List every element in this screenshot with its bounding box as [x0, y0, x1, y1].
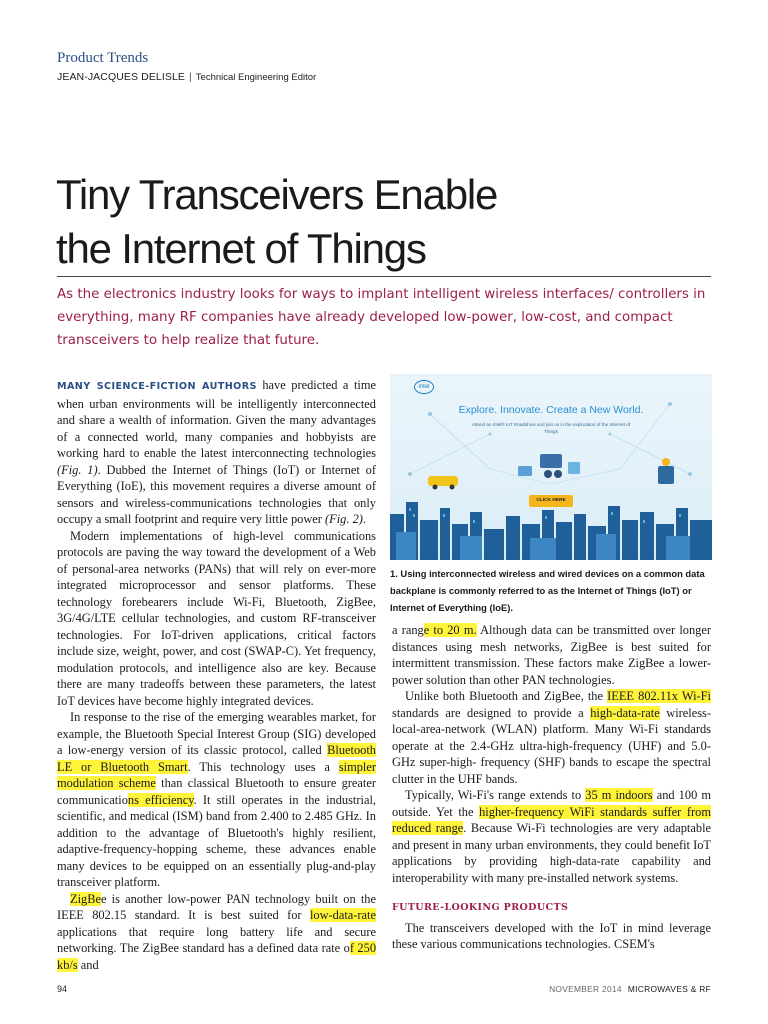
- article-title-line-1: Tiny Transceivers Enable: [56, 171, 498, 218]
- paragraph-6: Unlike both Bluetooth and ZigBee, the IEEE 802.11x Wi-Fi standards are designed to provide a high-data-rate wireless-local-area-network (WLAN) platform. Many Wi-Fi standards operate at the 2.4-GHz ultra-high-frequency (UHF) and 5.0-GHz super-high- frequency (SHF) bands to escape the spectral clutter in the UHF bands.: [392, 689, 712, 786]
- figure-ad-headline: Explore. Innovate. Create a New World.: [458, 404, 644, 416]
- article-deck: As the electronics industry looks for ways to implant intelligent wireless interfaces/ controllers in everything, many RF companies have already developed low-power, low-cost, and compact transceivers to help realize that future.: [57, 287, 706, 348]
- byline: [57, 71, 316, 83]
- paragraph-3: In response to the rise of the emerging wearables market, for example, the Bluetooth Special Interest Group (SIG) developed a low-energy version of its classic protocol, called Bluetooth LE or Bluetooth Smart. This technology uses a simpler modulation scheme than classical Bluetooth to ensure greater communications efficiency. It still operates in the industrial, scientific, and medical (ISM) band from 2.400 to 2.485 GHz. In addition to the advantage of Bluetooth's highly resilient, adaptive-frequency-hopping scheme, these advances enable many devices to be equipped on an essentially plug-and-play transceiver platform.: [57, 710, 376, 889]
- lead-in: MANY SCIENCE-FICTION AUTHORS: [57, 381, 257, 392]
- byline-separator: |: [189, 71, 192, 83]
- author-name: JEAN-JACQUES DELISLE: [57, 71, 186, 83]
- title-divider: [57, 276, 711, 277]
- highlight: high-data-rate: [590, 705, 660, 720]
- intel-logo: intel: [414, 380, 434, 394]
- article-title-line-2: the Internet of Things: [56, 225, 426, 272]
- highlight: 35 m indoors: [585, 788, 653, 802]
- publication-name: MICROWAVES & RF: [627, 984, 711, 994]
- highlight: simpler modulation scheme: [57, 759, 376, 790]
- paragraph-4: ZigBee is another low-power PAN technology built on the IEEE 802.15 standard. It is best suited for low-data-rate applications that require long battery life and secure networking. The ZigBee standard has a defined data rate of 250 kb/s and: [57, 891, 377, 972]
- issue-date: NOVEMBER 2014: [549, 984, 622, 994]
- author-role: Technical Engineering Editor: [195, 72, 317, 83]
- highlight: higher-frequency WiFi standards suffer from reduced range: [392, 804, 711, 835]
- highlight: low-data-rate: [309, 908, 376, 922]
- right-column: [392, 622, 711, 953]
- left-column: [57, 377, 376, 973]
- highlight: Bluetooth LE or Bluetooth Smart: [57, 743, 376, 774]
- footer-publication: [549, 984, 711, 994]
- iot-cityscape-illustration: [390, 374, 712, 560]
- article-title: [56, 168, 716, 276]
- page-number: 94: [57, 984, 68, 994]
- figure-1-caption: 1. Using interconnected wireless and wired devices on a common data backplane is commonly referred to as the Internet of Things (IoT) or Internet of Everything (IoE).: [390, 568, 705, 613]
- figure-1-image: [390, 374, 712, 560]
- fig-2-reference: (Fig. 2): [325, 512, 363, 526]
- highlight: f 250 kb/s: [57, 941, 377, 972]
- paragraph-7: Typically, Wi-Fi's range extends to 35 m indoors and 100 m outside. Yet the higher-frequency WiFi standards suffer from reduced range. Because Wi-Fi technologies are very adaptable and present in many urban environments, they could benefit IoT applications by providing high-data-rate capability and interoperability with many pre-installed network systems.: [392, 788, 712, 885]
- highlight: IEEE 802.11x Wi-Fi: [607, 689, 712, 703]
- subhead-future-looking-products: FUTURE-LOOKING PRODUCTS: [392, 902, 569, 913]
- figure-ad-subline: Attend an Intel® IoT Roadshow and join us in the exploration of the Internet of Things: [471, 422, 631, 434]
- paragraph-8: The transceivers developed with the IoT in mind leverage these various communications technologies. CSEM's: [392, 920, 711, 951]
- fig-1-reference: (Fig. 1): [57, 462, 98, 477]
- highlight: ns efficiency: [127, 792, 194, 807]
- paragraph-2: Modern implementations of high-level communications protocols are paving the way toward the development of a Web of personal-area networks (PANs) that will rely on ever-more integrated microprocessor and sensor platforms. These technology forebearers include Wi-Fi, Bluetooth, ZigBee, 3G/4G/LTE cellular technologies, and custom RF-transceiver technologies. For IoT-driven applications, critical factors include size, weight, power, and cost (SWAP-C). Yet frequency, modulation protocols, and intelligence also are key. Because there are many tradeoffs between these parameters, the latest IoT devices have become highly integrated devices.: [57, 528, 376, 708]
- highlight: ZigBe: [70, 891, 101, 906]
- click-here-button: CLICK HERE: [529, 495, 573, 507]
- paragraph-1: MANY SCIENCE-FICTION AUTHORS have predicted a time when urban environments will be intelligently interconnected and share a wealth of information. Given the many advantages of a connected world, many companies and hobbyists are working hard to enable the latest interconnecting technologies (Fig. 1). Dubbed the Internet of Things (IoT) or Internet of Everything (IoE), this movement requires a diverse amount of sensors and wireless-communications technologies that only occupy a small footprint and require very little power (Fig. 2).: [57, 378, 376, 526]
- section-label: Product Trends: [57, 50, 149, 66]
- paragraph-5: a range to 20 m. Although data can be transmitted over longer distances using mesh networks, ZigBee is best suited for intermittent transmission. These factors make ZigBee a lower-power solution than other PAN technologies.: [392, 623, 711, 687]
- highlight: e to 20 m.: [423, 623, 477, 637]
